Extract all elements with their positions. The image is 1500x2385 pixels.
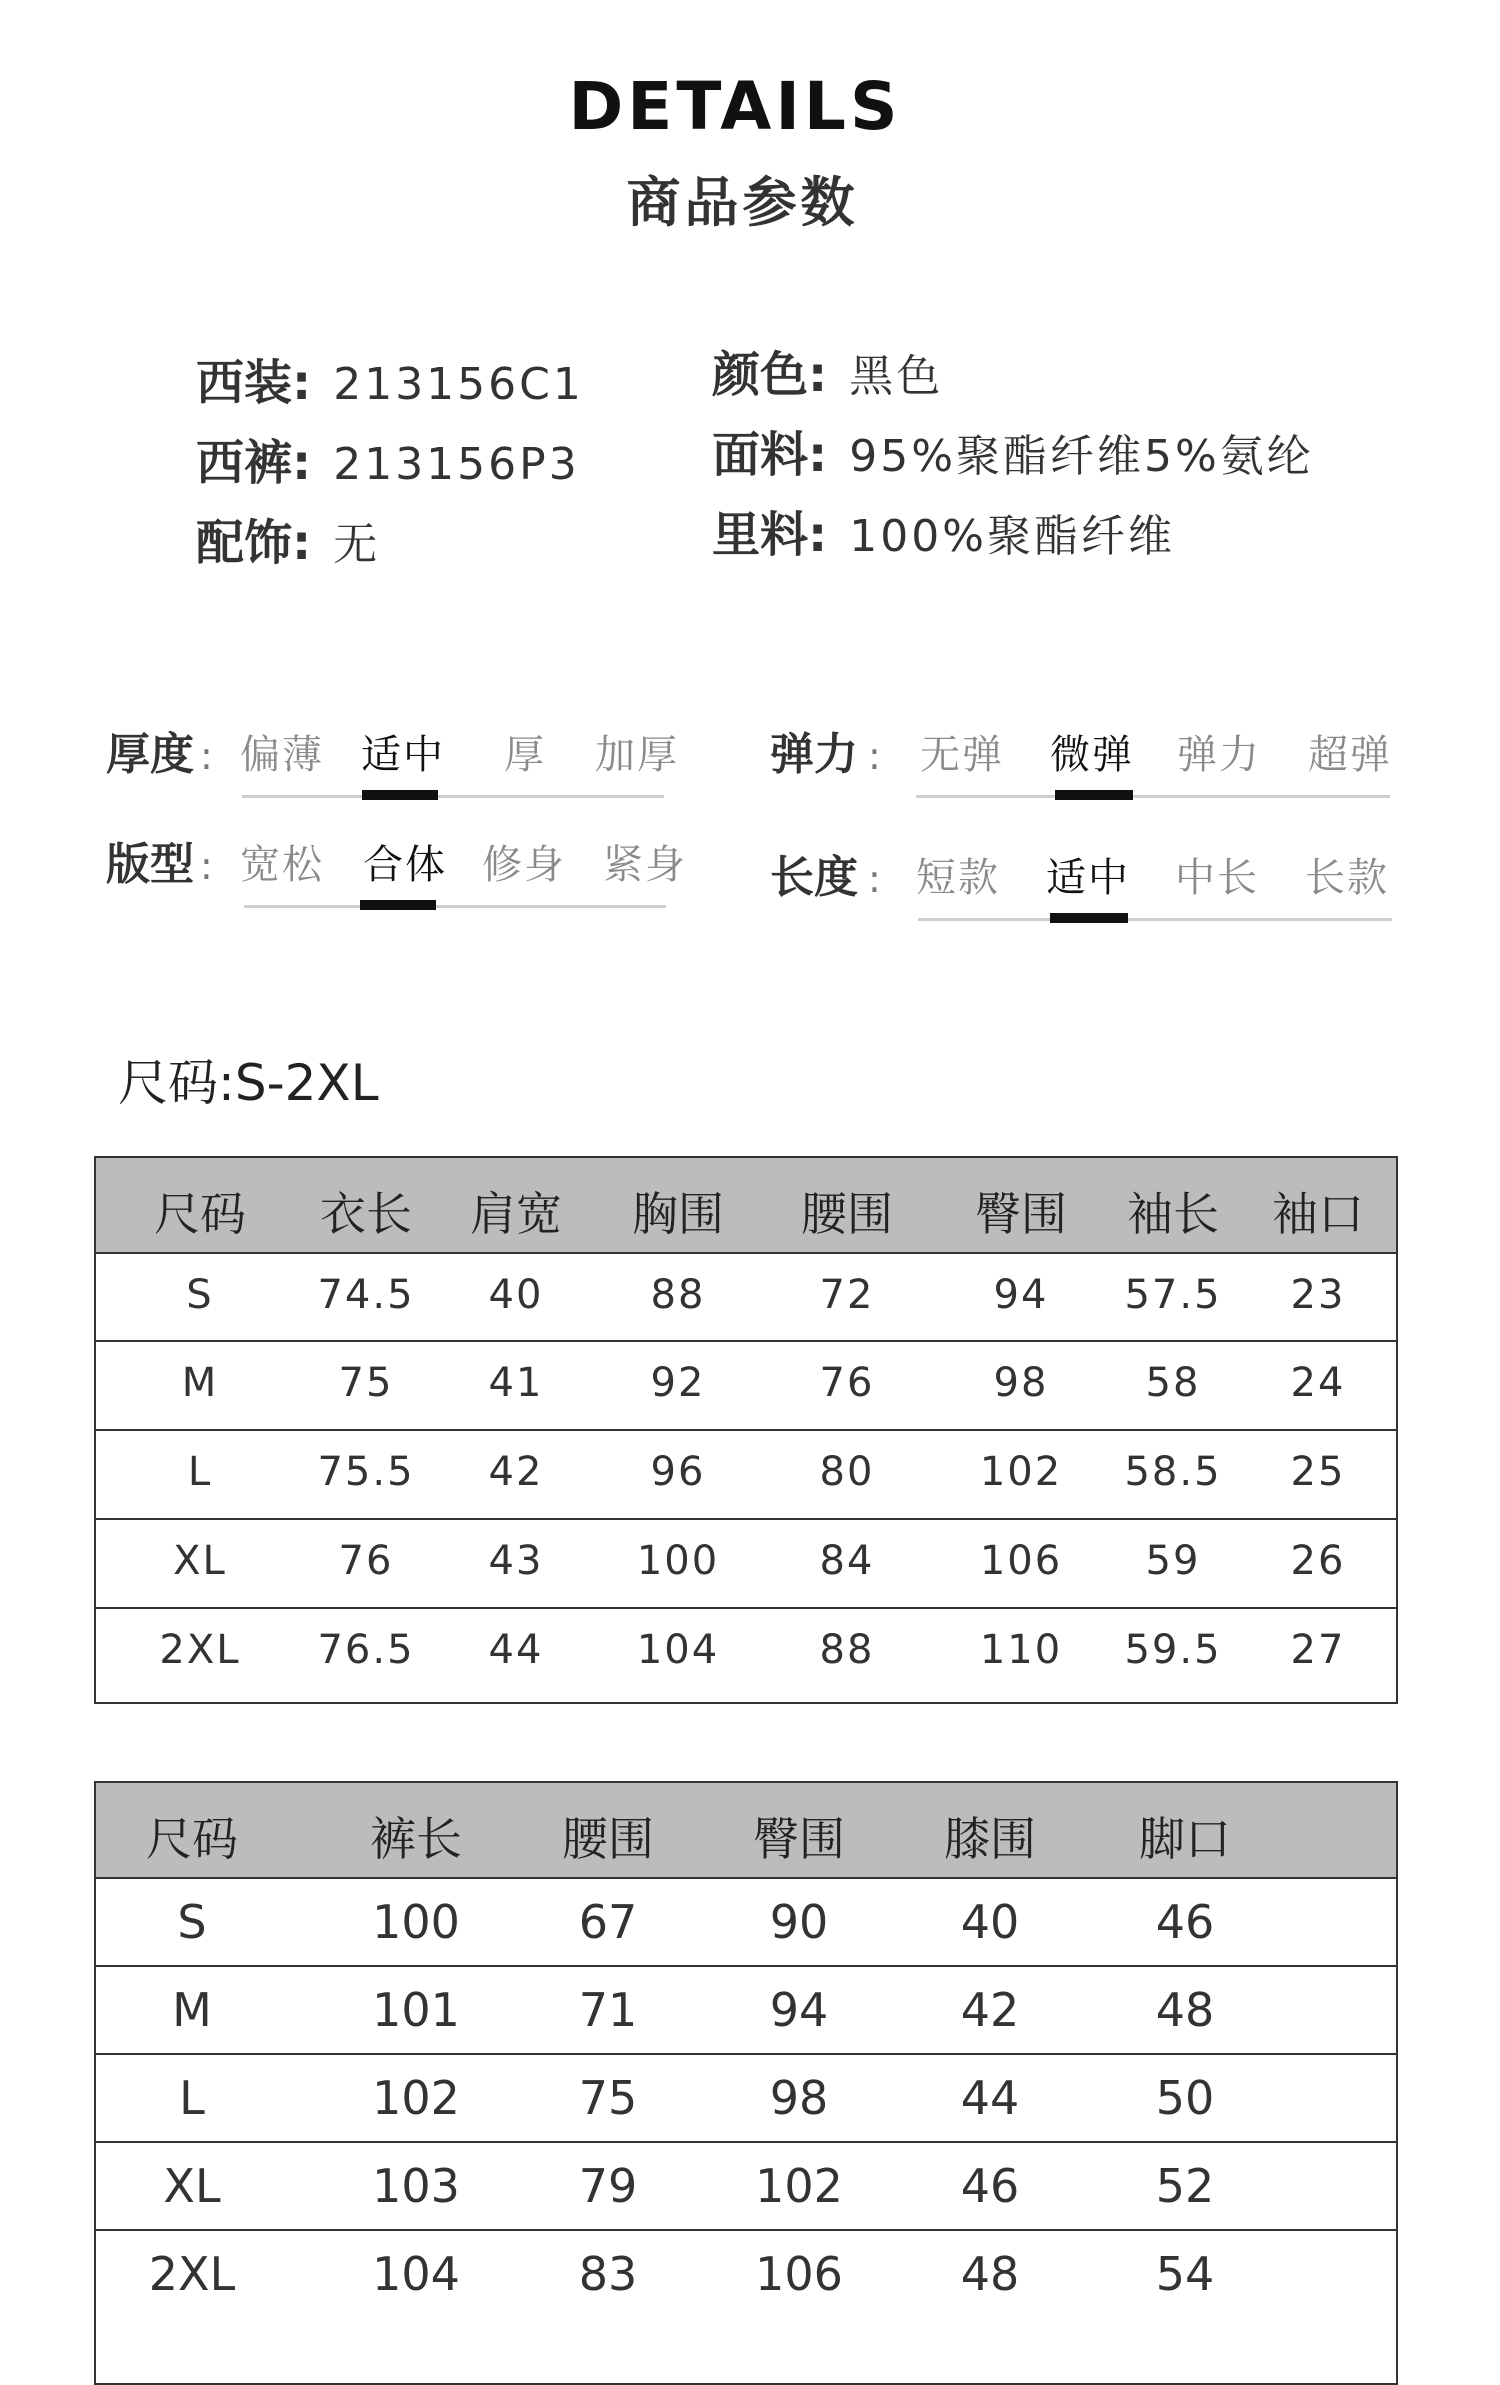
table-cell: 23 bbox=[1290, 1272, 1346, 1318]
table-cell: 102 bbox=[979, 1449, 1063, 1495]
table-header-cell: 尺码 bbox=[146, 1812, 238, 1866]
pants-size-table bbox=[94, 1781, 1398, 2385]
spec-label: 配饰: bbox=[196, 515, 312, 571]
attribute-option[interactable]: 适中 bbox=[361, 732, 445, 778]
attribute-colon: : bbox=[868, 734, 881, 778]
table-cell: XL bbox=[173, 1538, 227, 1584]
table-cell: M bbox=[172, 1983, 212, 2037]
table-header-cell: 腰围 bbox=[562, 1812, 654, 1866]
attribute-selected-indicator bbox=[1055, 790, 1133, 800]
attribute-colon: : bbox=[200, 844, 213, 888]
spec-color bbox=[712, 340, 943, 410]
table-cell: 46 bbox=[960, 2159, 1020, 2213]
table-cell: 88 bbox=[650, 1272, 706, 1318]
table-cell: 48 bbox=[1155, 1983, 1215, 2037]
table-header-cell: 尺码 bbox=[154, 1187, 246, 1241]
table-cell: 75.5 bbox=[317, 1449, 415, 1495]
table-cell: 96 bbox=[650, 1449, 706, 1495]
attribute-selected-indicator bbox=[360, 900, 436, 910]
table-cell: 46 bbox=[1155, 1895, 1215, 1949]
attribute-track bbox=[242, 795, 664, 798]
spec-label: 里料: bbox=[712, 507, 828, 563]
attribute-option[interactable]: 超弹 bbox=[1308, 732, 1392, 778]
spec-label: 颜色: bbox=[712, 347, 828, 403]
table-cell: 59 bbox=[1145, 1538, 1201, 1584]
attribute-label: 厚度 bbox=[106, 729, 194, 780]
attribute-option[interactable]: 弹力 bbox=[1177, 732, 1261, 778]
table-header-cell: 脚口 bbox=[1139, 1812, 1231, 1866]
table-header-cell: 肩宽 bbox=[470, 1187, 562, 1241]
attribute-selected-indicator bbox=[1050, 913, 1128, 923]
table-cell: 106 bbox=[979, 1538, 1063, 1584]
spec-lining bbox=[712, 500, 1175, 570]
table-cell: 24 bbox=[1290, 1360, 1346, 1406]
table-cell: 41 bbox=[488, 1360, 544, 1406]
table-cell: 102 bbox=[372, 2071, 460, 2125]
table-row bbox=[96, 1429, 1396, 1520]
attribute-option[interactable]: 无弹 bbox=[920, 732, 1004, 778]
table-cell: 50 bbox=[1155, 2071, 1215, 2125]
table-cell: 76 bbox=[819, 1360, 875, 1406]
table-cell: 76.5 bbox=[317, 1627, 415, 1673]
table-cell: 54 bbox=[1155, 2247, 1215, 2301]
table-cell: 57.5 bbox=[1124, 1272, 1222, 1318]
attribute-option[interactable]: 中长 bbox=[1175, 855, 1259, 901]
attribute-option[interactable]: 微弹 bbox=[1050, 732, 1134, 778]
table-cell: 2XL bbox=[159, 1627, 241, 1673]
table-cell: 104 bbox=[372, 2247, 460, 2301]
table-row bbox=[96, 1877, 1396, 1967]
table-header-cell: 裤长 bbox=[370, 1812, 462, 1866]
table-row bbox=[96, 2053, 1396, 2143]
table-row bbox=[96, 1965, 1396, 2055]
spec-accessory bbox=[196, 508, 380, 578]
spec-label: 西裤: bbox=[196, 435, 312, 491]
table-cell: 80 bbox=[819, 1449, 875, 1495]
attribute-option[interactable]: 合体 bbox=[363, 842, 447, 888]
attribute-option[interactable]: 宽松 bbox=[240, 842, 324, 888]
table-cell: 94 bbox=[769, 1983, 829, 2037]
spec-value: 100%聚酯纤维 bbox=[849, 511, 1175, 562]
table-cell: S bbox=[186, 1272, 214, 1318]
attribute-option[interactable]: 适中 bbox=[1046, 855, 1130, 901]
table-cell: 92 bbox=[650, 1360, 706, 1406]
table-cell: 25 bbox=[1290, 1449, 1346, 1495]
table-cell: 67 bbox=[578, 1895, 638, 1949]
attribute-track bbox=[916, 795, 1390, 798]
spec-fabric bbox=[712, 420, 1314, 490]
table-cell: 44 bbox=[488, 1627, 544, 1673]
table-row bbox=[96, 1340, 1396, 1431]
table-cell: 102 bbox=[755, 2159, 843, 2213]
table-cell: 72 bbox=[819, 1272, 875, 1318]
spec-value: 95%聚酯纤维5%氨纶 bbox=[849, 431, 1314, 482]
spec-label: 面料: bbox=[712, 427, 828, 483]
attribute-label: 版型 bbox=[106, 839, 194, 890]
spec-value: 黑色 bbox=[849, 351, 944, 402]
table-header-cell: 袖长 bbox=[1127, 1187, 1219, 1241]
table-cell: 44 bbox=[960, 2071, 1020, 2125]
spec-value: 无 bbox=[333, 519, 381, 570]
table-cell: 58 bbox=[1145, 1360, 1201, 1406]
page-subtitle: 商品参数 bbox=[626, 171, 859, 234]
table-cell: 100 bbox=[636, 1538, 720, 1584]
attribute-option[interactable]: 厚 bbox=[504, 732, 546, 778]
attribute-option[interactable]: 短款 bbox=[916, 855, 1000, 901]
table-row bbox=[96, 1607, 1396, 1696]
table-cell: 58.5 bbox=[1124, 1449, 1222, 1495]
table-cell: 2XL bbox=[148, 2247, 236, 2301]
attribute-option[interactable]: 长款 bbox=[1305, 855, 1389, 901]
spec-suit bbox=[196, 348, 584, 418]
table-row bbox=[96, 2141, 1396, 2231]
attribute-option[interactable]: 加厚 bbox=[595, 732, 679, 778]
table-row bbox=[96, 2229, 1396, 2317]
table-cell: 79 bbox=[578, 2159, 638, 2213]
attribute-label: 弹力 bbox=[770, 729, 858, 780]
size-range: 尺码:S-2XL bbox=[118, 1054, 379, 1112]
page-title: DETAILS bbox=[568, 68, 902, 145]
attribute-option[interactable]: 修身 bbox=[482, 842, 566, 888]
table-cell: M bbox=[181, 1360, 219, 1406]
spec-pants bbox=[196, 428, 580, 498]
spec-value: 213156P3 bbox=[333, 439, 580, 490]
table-cell: 83 bbox=[578, 2247, 638, 2301]
table-header-cell: 衣长 bbox=[320, 1187, 412, 1241]
table-cell: 76 bbox=[338, 1538, 394, 1584]
table-cell: 40 bbox=[960, 1895, 1020, 1949]
table-row bbox=[96, 1252, 1396, 1342]
attribute-label: 长度 bbox=[770, 852, 858, 903]
attribute-colon: : bbox=[200, 734, 213, 778]
table-header-cell: 腰围 bbox=[801, 1187, 893, 1241]
table-header-cell: 臀围 bbox=[753, 1812, 845, 1866]
table-cell: L bbox=[179, 2071, 205, 2125]
table-cell: 59.5 bbox=[1124, 1627, 1222, 1673]
table-cell: 26 bbox=[1290, 1538, 1346, 1584]
table-cell: 74.5 bbox=[317, 1272, 415, 1318]
attribute-option[interactable]: 偏薄 bbox=[240, 732, 324, 778]
table-cell: 88 bbox=[819, 1627, 875, 1673]
attribute-option[interactable]: 紧身 bbox=[603, 842, 687, 888]
table-cell: 98 bbox=[993, 1360, 1049, 1406]
attribute-track bbox=[244, 905, 666, 908]
table-cell: 98 bbox=[769, 2071, 829, 2125]
table-cell: 27 bbox=[1290, 1627, 1346, 1673]
table-cell: XL bbox=[163, 2159, 221, 2213]
table-cell: 106 bbox=[755, 2247, 843, 2301]
attribute-colon: : bbox=[868, 857, 881, 901]
table-row bbox=[96, 1518, 1396, 1609]
table-cell: 71 bbox=[578, 1983, 638, 2037]
table-header bbox=[96, 1783, 1396, 1879]
table-cell: 40 bbox=[488, 1272, 544, 1318]
attribute-selected-indicator bbox=[362, 790, 438, 800]
table-cell: 94 bbox=[993, 1272, 1049, 1318]
jacket-size-table bbox=[94, 1156, 1398, 1704]
table-cell: 103 bbox=[372, 2159, 460, 2213]
table-cell: 100 bbox=[372, 1895, 460, 1949]
table-header-cell: 臀围 bbox=[975, 1187, 1067, 1241]
table-cell: 104 bbox=[636, 1627, 720, 1673]
table-cell: 101 bbox=[372, 1983, 460, 2037]
table-cell: S bbox=[177, 1895, 207, 1949]
table-cell: 75 bbox=[338, 1360, 394, 1406]
table-cell: 110 bbox=[979, 1627, 1063, 1673]
table-cell: 42 bbox=[488, 1449, 544, 1495]
table-cell: 75 bbox=[578, 2071, 638, 2125]
table-cell: 90 bbox=[769, 1895, 829, 1949]
table-cell: 42 bbox=[960, 1983, 1020, 2037]
spec-label: 西装: bbox=[196, 355, 312, 411]
attribute-track bbox=[918, 918, 1392, 921]
table-header-cell: 胸围 bbox=[632, 1187, 724, 1241]
table-header bbox=[96, 1158, 1396, 1254]
table-cell: 84 bbox=[819, 1538, 875, 1584]
table-cell: 43 bbox=[488, 1538, 544, 1584]
table-header-cell: 袖口 bbox=[1272, 1187, 1364, 1241]
table-cell: L bbox=[187, 1449, 213, 1495]
table-cell: 52 bbox=[1155, 2159, 1215, 2213]
spec-value: 213156C1 bbox=[333, 359, 584, 410]
table-cell: 48 bbox=[960, 2247, 1020, 2301]
table-header-cell: 膝围 bbox=[944, 1812, 1036, 1866]
